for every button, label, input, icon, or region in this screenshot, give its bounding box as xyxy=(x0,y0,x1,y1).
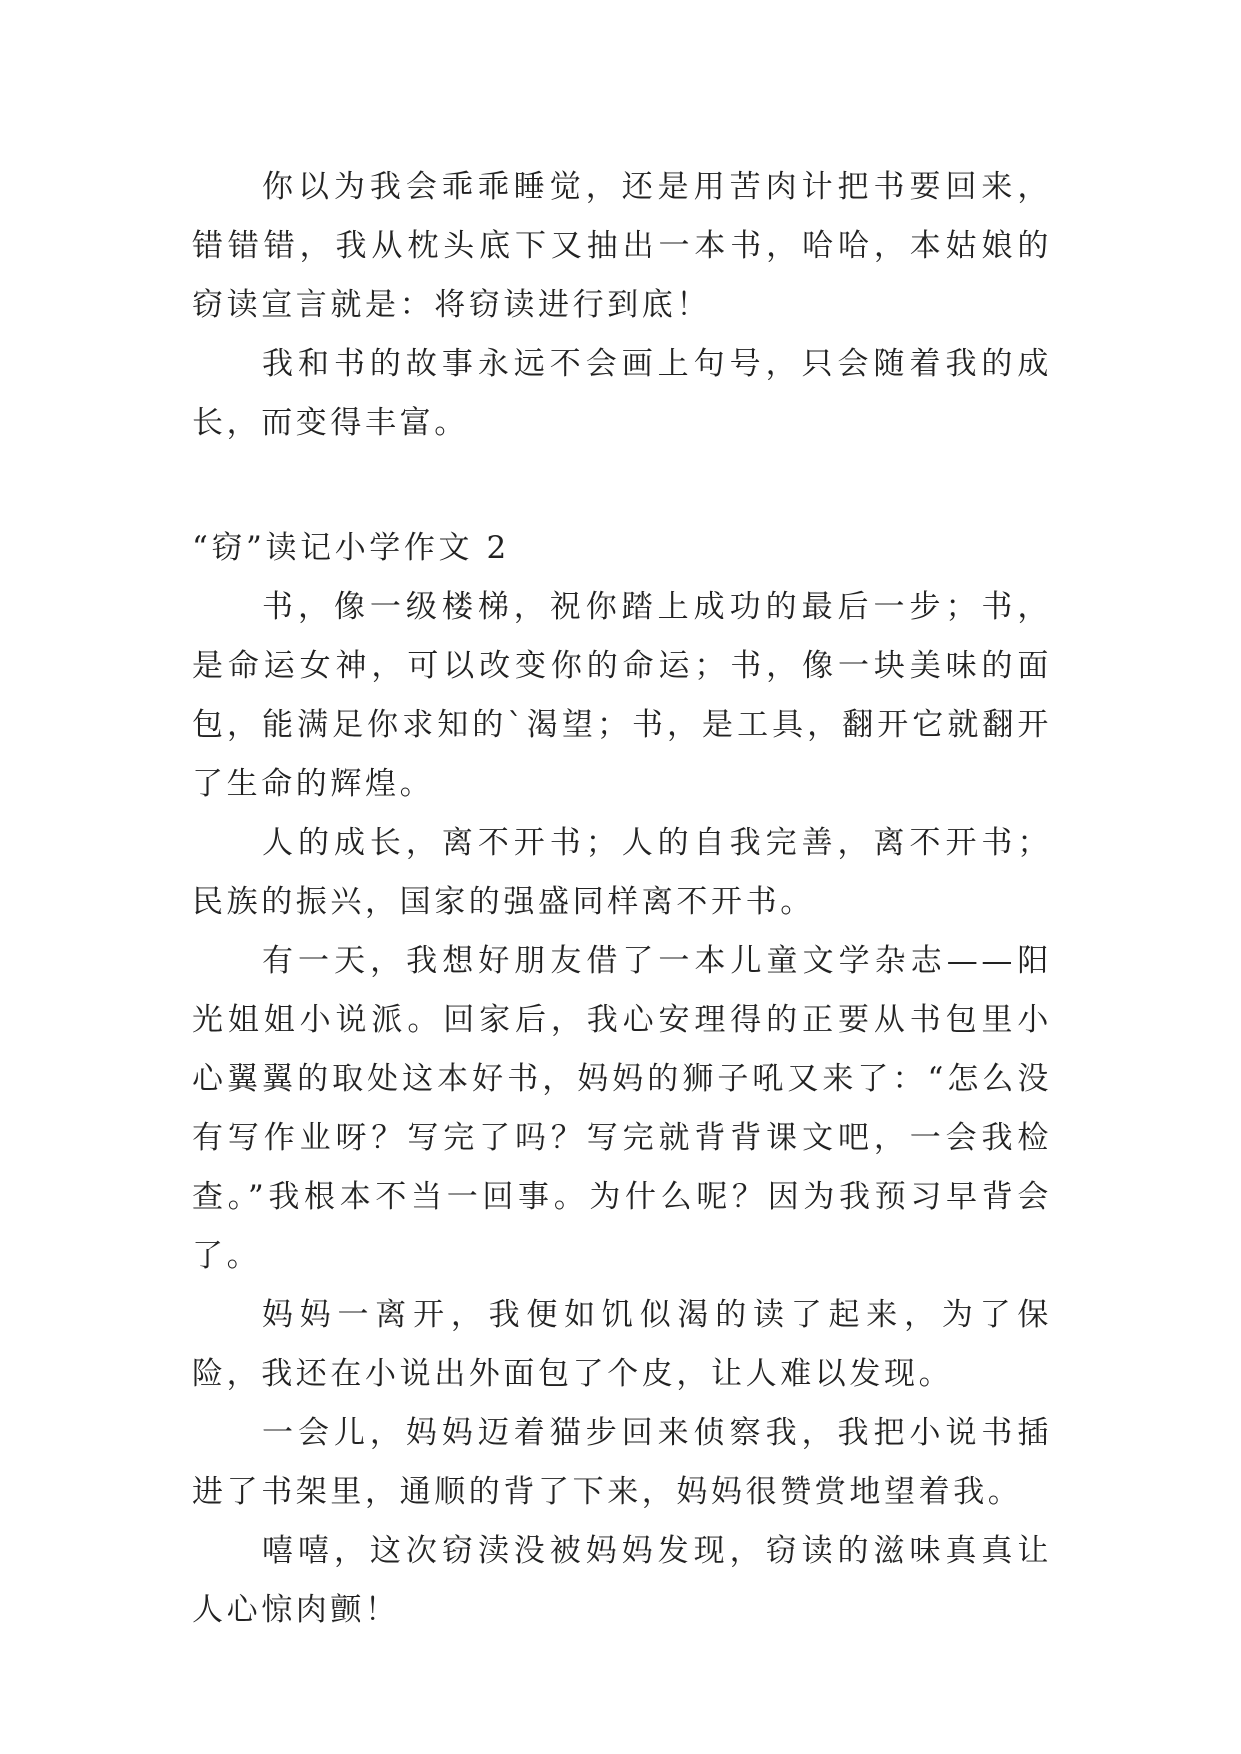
paragraph: 你以为我会乖乖睡觉，还是用苦肉计把书要回来，错错错，我从枕头底下又抽出一本书，哈哈，本姑娘的窃读宣言就是：将窃读进行到底！ xyxy=(192,169,1052,323)
paragraph: 书，像一级楼梯，祝你踏上成功的最后一步；书，是命运女神，可以改变你的命运；书，像一块美味的面包，能满足你求知的`渴望；书，是工具，翻开它就翻开了生命的辉煌。 xyxy=(192,589,1052,802)
section-heading: “窃”读记小学作文 2 xyxy=(192,530,510,566)
paragraph: 一会儿，妈妈迈着猫步回来侦察我，我把小说书插进了书架里，通顺的背了下来，妈妈很赞赏地望着我。 xyxy=(192,1415,1052,1510)
document-page xyxy=(192,158,1052,1640)
paragraph: 人的成长，离不开书；人的自我完善，离不开书；民族的振兴，国家的强盛同样离不开书。 xyxy=(192,825,1052,920)
paragraph: 嘻嘻，这次窃渎没被妈妈发现，窃读的滋味真真让人心惊肉颤！ xyxy=(192,1533,1052,1628)
paragraph: 妈妈一离开，我便如饥似渴的读了起来，为了保险，我还在小说出外面包了个皮，让人难以发现。 xyxy=(192,1297,1052,1392)
paragraph: 我和书的故事永远不会画上句号，只会随着我的成长，而变得丰富。 xyxy=(192,346,1052,441)
paragraph: 有一天，我想好朋友借了一本儿童文学杂志——阳光姐姐小说派。回家后，我心安理得的正要从书包里小心翼翼的取处这本好书，妈妈的狮子吼又来了：“怎么没有写作业呀？写完了吗？写完就背背课文吧，一会我检查。”我根本不当一回事。为什么呢？因为我预习早背会了。 xyxy=(192,943,1052,1274)
